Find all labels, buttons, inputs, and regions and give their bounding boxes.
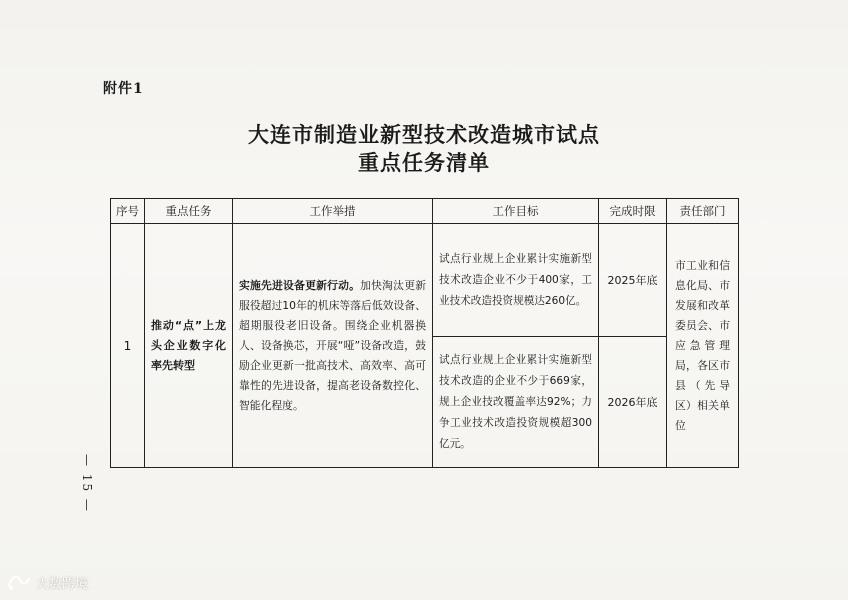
title-line-1: 大连市制造业新型技术改造城市试点 xyxy=(248,122,600,147)
row-task: 推动“点”上龙头企业数字化率先转型 xyxy=(145,224,233,468)
row-department: 市工业和信息化局、市发展和改革委员会、市应急管理局，各区市县（先导区）相关单位 xyxy=(667,224,739,468)
document-title xyxy=(100,121,748,177)
header-goal: 工作目标 xyxy=(433,199,599,224)
task-table xyxy=(110,198,739,468)
header-measure: 工作举措 xyxy=(233,199,433,224)
measure-body: 加快淘汰更新服役超过10年的机床等落后低效设备、超期服役老旧设备。围绕企业机器换人、设备换芯，开展“哑”设备改造，鼓励企业更新一批高技术、高效率、高可靠性的先进设备，提高老设备数控化、智能化程度。 xyxy=(239,278,427,412)
deadline-2026: 2026年底 xyxy=(599,337,667,468)
row-measure xyxy=(233,224,433,468)
row-number: 1 xyxy=(111,224,145,468)
goal-2025: 试点行业规上企业累计实施新型技术改造企业不少于400家，工业技术改造投资规模达260亿。 xyxy=(433,224,599,337)
page-number: — 15 — xyxy=(80,454,94,513)
title-line-2: 重点任务清单 xyxy=(358,150,490,175)
table-header-row xyxy=(111,199,739,224)
goal-2026: 试点行业规上企业累计实施新型技术改造的企业不少于669家，规上企业技改覆盖率达92%；力争工业技术改造投资规模超300亿元。 xyxy=(433,337,599,468)
header-number: 序号 xyxy=(111,199,145,224)
watermark-text: 大数跨境 xyxy=(36,576,89,592)
header-department: 责任部门 xyxy=(667,199,739,224)
header-task: 重点任务 xyxy=(145,199,233,224)
attachment-label: 附件1 xyxy=(103,81,144,97)
table-row xyxy=(111,224,739,337)
watermark-logo-icon xyxy=(6,572,32,592)
measure-lead: 实施先进设备更新行动。 xyxy=(239,278,361,292)
watermark xyxy=(6,572,88,592)
header-deadline: 完成时限 xyxy=(599,199,667,224)
deadline-2025: 2025年底 xyxy=(599,224,667,337)
